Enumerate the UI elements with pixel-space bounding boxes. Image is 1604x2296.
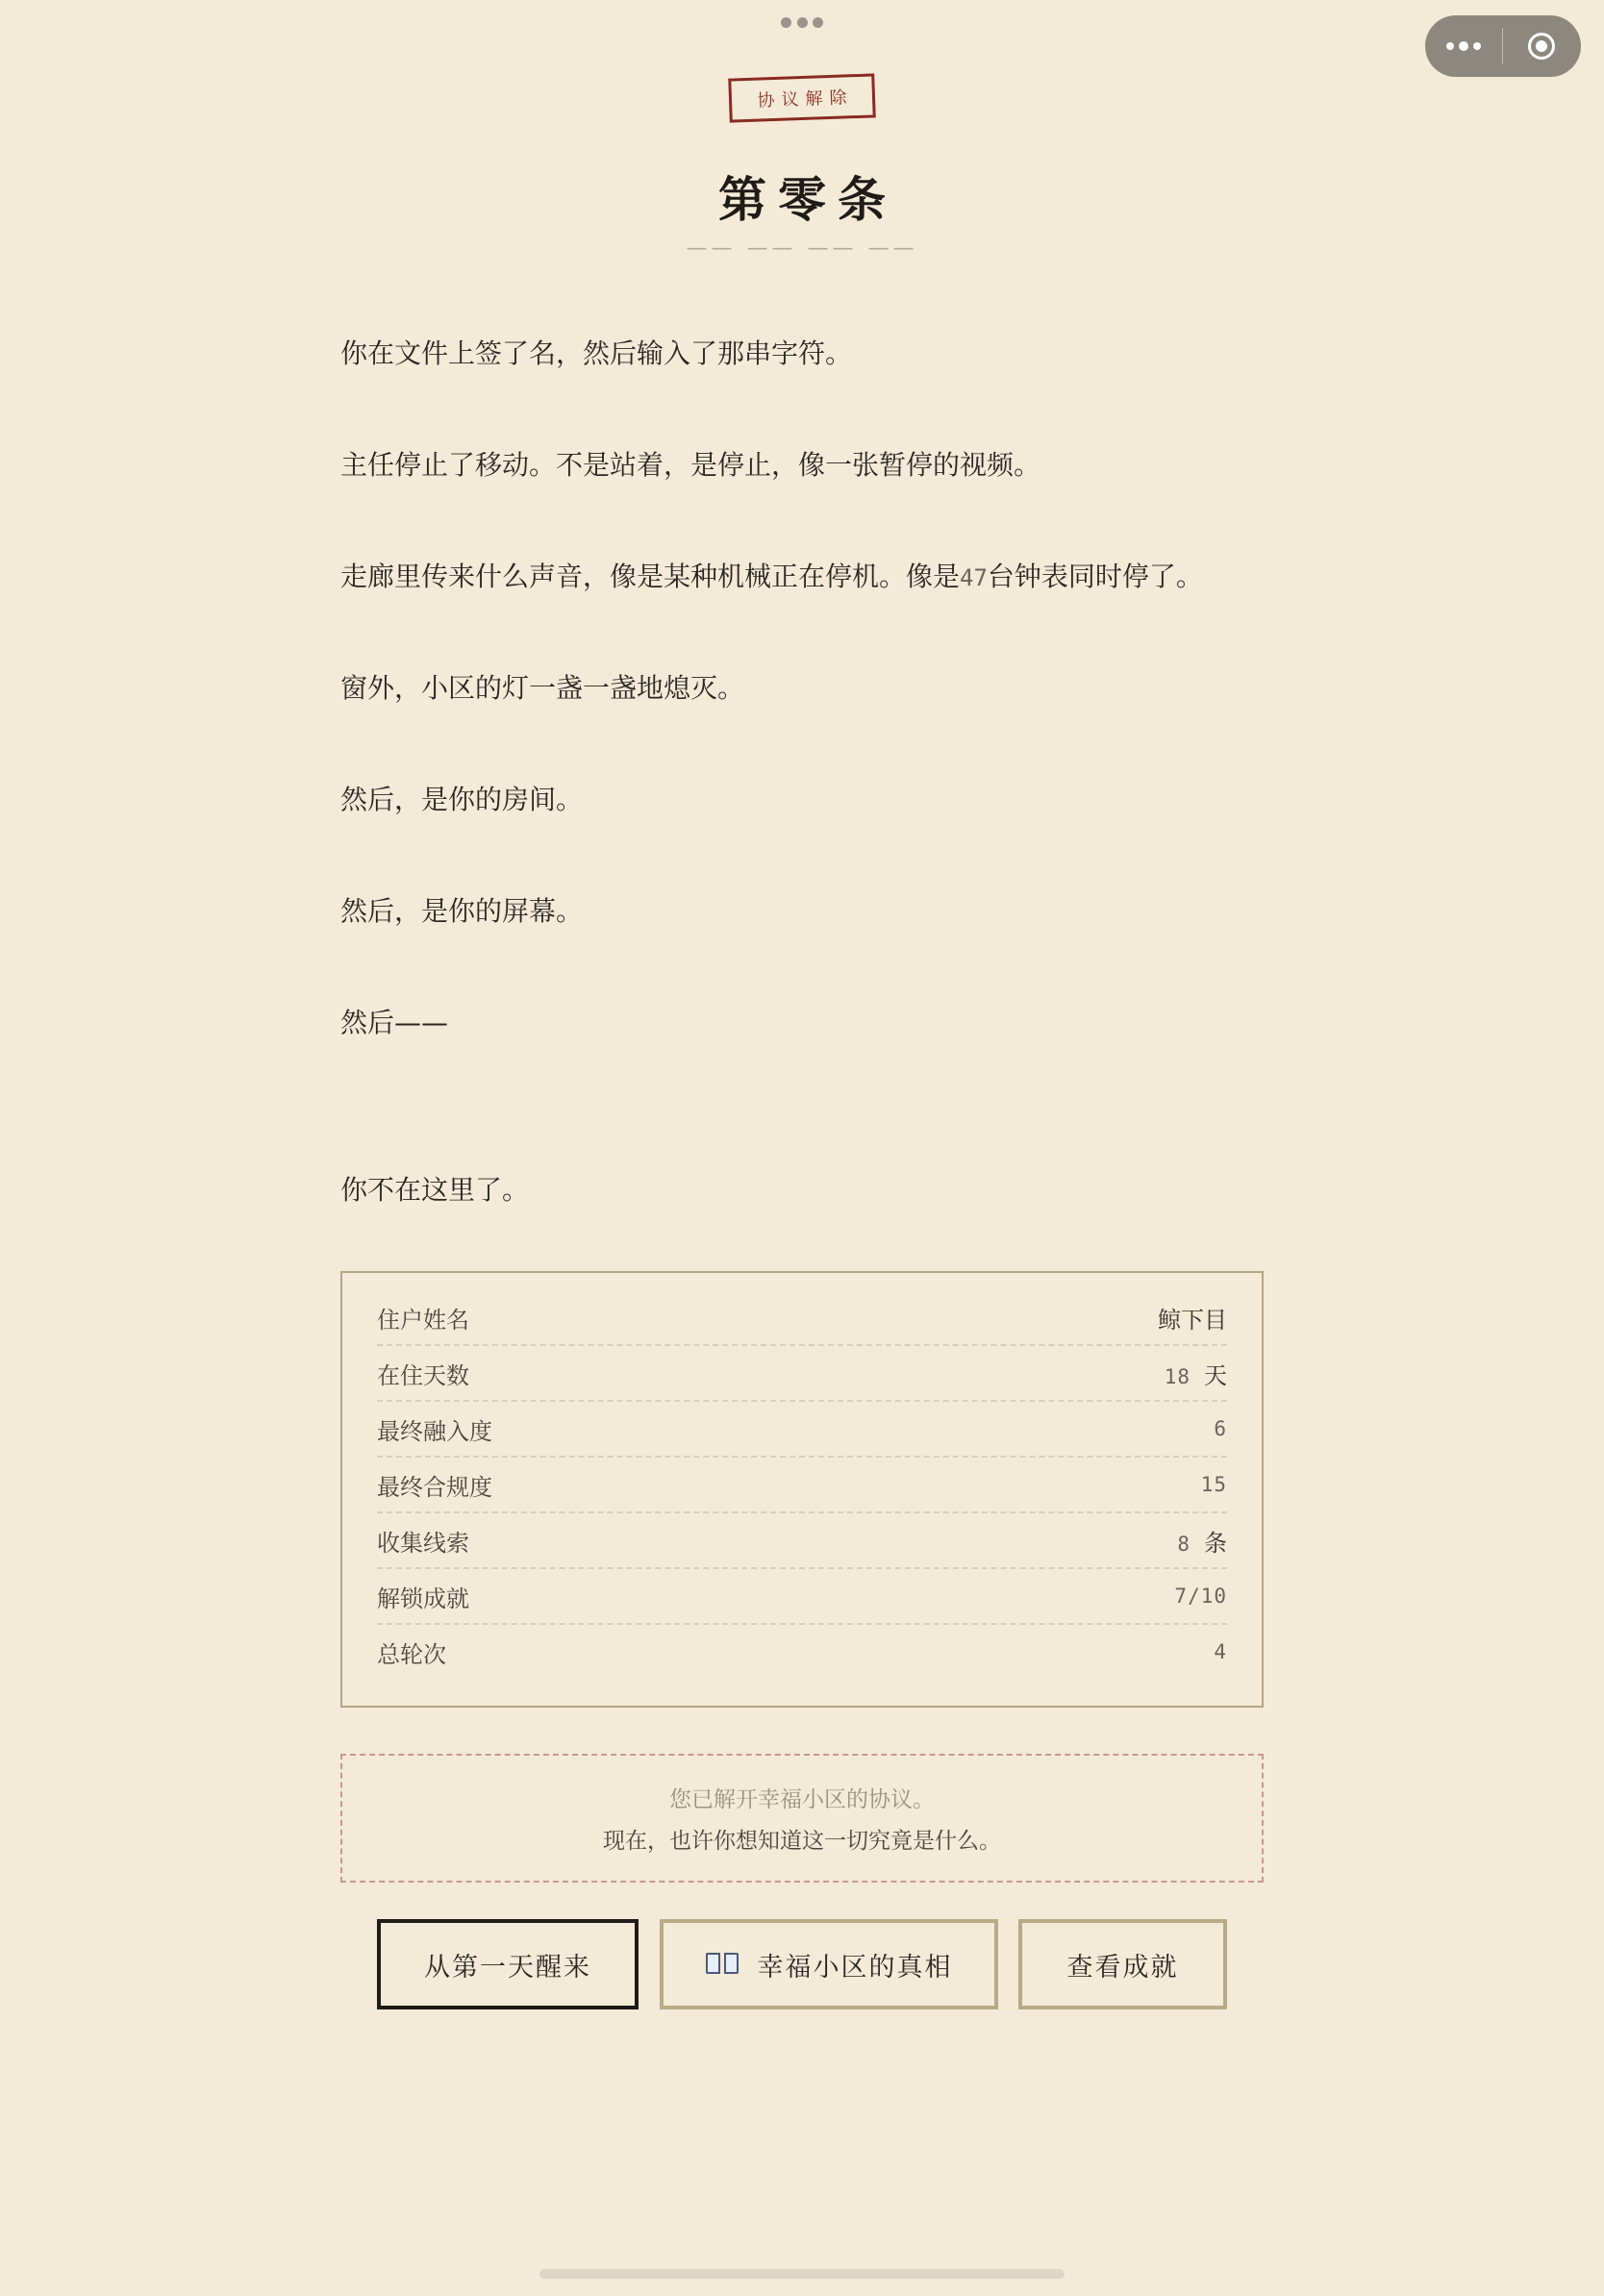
story-paragraph: 你不在这里了。	[340, 1174, 530, 1206]
integration-value: 6	[1214, 1417, 1227, 1440]
story-text: 台钟表同时停了。	[987, 561, 1203, 592]
summary-row	[377, 1346, 1227, 1402]
summary-label: 在住天数	[377, 1361, 469, 1389]
close-miniapp-button[interactable]	[1503, 15, 1580, 77]
summary-label: 收集线索	[377, 1529, 469, 1557]
summary-label: 住户姓名	[377, 1306, 469, 1334]
summary-value	[1201, 1473, 1227, 1496]
story-text: 走廊里传来什么声音，像是某种机械正在停机。像是	[340, 561, 961, 592]
resident-summary-card	[340, 1271, 1264, 1708]
indicator-dot	[813, 17, 823, 28]
open-book-icon	[706, 1953, 739, 1976]
summary-value	[1158, 1301, 1227, 1335]
more-options-button[interactable]	[1425, 15, 1502, 77]
clues-unit: 条	[1204, 1529, 1227, 1557]
summary-value	[1165, 1357, 1227, 1390]
story-paragraph: 然后，是你的屏幕。	[340, 895, 584, 927]
home-indicator[interactable]	[539, 2269, 1065, 2279]
restart-button[interactable]: 从第一天醒来	[377, 1919, 639, 2009]
compliance-value: 15	[1200, 1473, 1227, 1496]
clock-count: 47	[960, 564, 988, 591]
summary-row	[377, 1402, 1227, 1458]
summary-row	[377, 1458, 1227, 1513]
days-value: 18	[1164, 1364, 1190, 1388]
story-paragraph: 窗外，小区的灯一盏一盏地熄灭。	[340, 672, 745, 704]
summary-value	[1177, 1524, 1227, 1558]
more-dot-icon	[1473, 42, 1481, 50]
more-dot-icon	[1459, 41, 1468, 51]
truth-button-label: 幸福小区的真相	[757, 1952, 953, 1983]
clues-value: 8	[1177, 1532, 1190, 1556]
rounds-value: 4	[1214, 1640, 1227, 1663]
ending-note	[340, 1754, 1264, 1883]
summary-row	[377, 1513, 1227, 1569]
indicator-dot	[781, 17, 791, 28]
more-dot-icon	[1446, 42, 1454, 50]
achievements-value: 7/10	[1174, 1585, 1227, 1608]
resident-name: 鲸下目	[1158, 1306, 1227, 1334]
summary-label: 解锁成就	[377, 1585, 469, 1612]
truth-button[interactable]	[660, 1919, 998, 2009]
story-paragraph: 然后，是你的房间。	[340, 784, 584, 815]
note-text: 现在，也许你想知道这一切究竟是什么。	[603, 1829, 1001, 1854]
achievements-button[interactable]: 查看成就	[1018, 1919, 1227, 2009]
title-divider: —— —— —— ——	[686, 237, 918, 261]
note-text: 您已解开幸福小区的协议。	[669, 1787, 935, 1812]
summary-value	[1214, 1640, 1227, 1663]
summary-label: 最终合规度	[377, 1473, 492, 1501]
summary-label: 最终融入度	[377, 1417, 492, 1445]
story-paragraph	[340, 556, 1203, 594]
story-paragraph: 然后——	[340, 1007, 449, 1038]
summary-row	[377, 1625, 1227, 1679]
summary-value	[1214, 1417, 1227, 1440]
target-icon	[1528, 33, 1555, 60]
miniapp-capsule	[1425, 15, 1581, 77]
summary-row	[377, 1290, 1227, 1346]
summary-label: 总轮次	[377, 1640, 446, 1668]
page-indicator	[781, 15, 823, 29]
summary-value	[1174, 1585, 1227, 1608]
summary-row	[377, 1569, 1227, 1625]
days-unit: 天	[1204, 1361, 1227, 1389]
page-title: 第零条	[718, 171, 897, 228]
status-stamp: 协议解除	[728, 73, 876, 122]
story-paragraph: 主任停止了移动。不是站着，是停止，像一张暂停的视频。	[340, 449, 1041, 481]
indicator-dot	[797, 17, 808, 28]
story-paragraph: 你在文件上签了名，然后输入了那串字符。	[340, 337, 853, 369]
